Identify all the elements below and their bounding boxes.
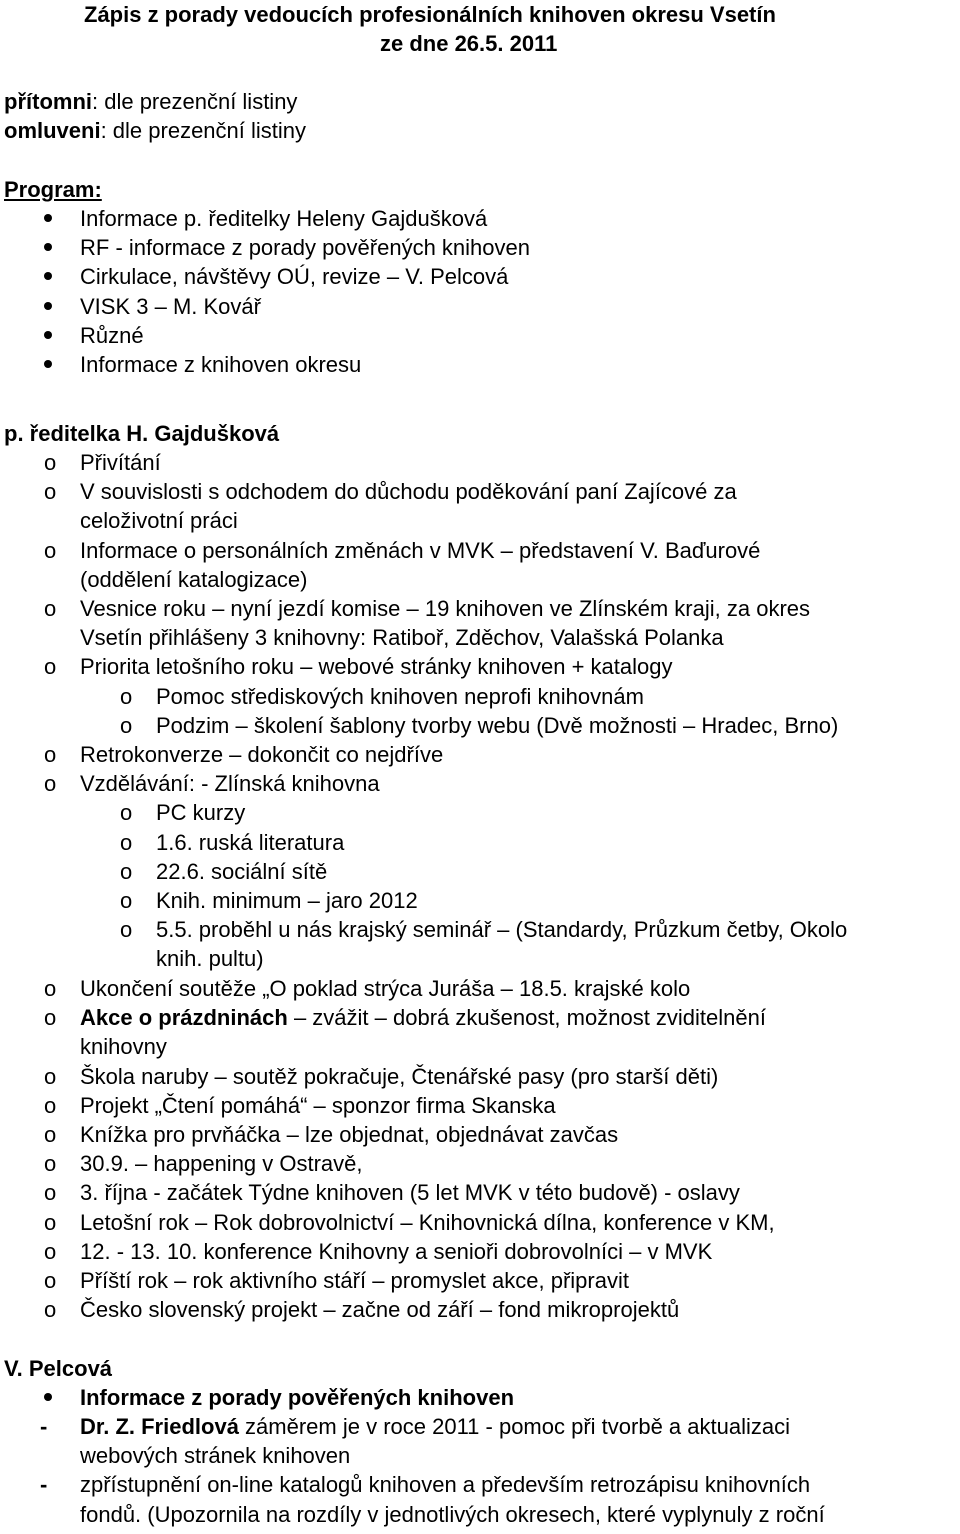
sub-bullet-icon: o bbox=[120, 800, 133, 825]
director-item: Priorita letošního roku – webové stránky knihoven + katalogy bbox=[80, 654, 673, 679]
director-subitem: 5.5. proběhl u nás krajský seminář – (Standardy, Průzkum četby, Okolo bbox=[156, 917, 848, 942]
program-heading: Program: bbox=[4, 177, 102, 202]
sub-bullet-icon: o bbox=[120, 888, 133, 913]
sub-bullet-icon: o bbox=[44, 1151, 57, 1176]
sub-bullet-icon: o bbox=[44, 654, 57, 679]
director-item: Vesnice roku – nyní jezdí komise – 19 knihoven ve Zlínském kraji, za okres bbox=[80, 596, 811, 621]
director-item: Knížka pro prvňáčka – lze objednat, objednávat zavčas bbox=[80, 1122, 619, 1147]
director-item: Retrokonverze – dokončit co nejdříve bbox=[80, 742, 444, 767]
program-item: Informace z knihoven okresu bbox=[80, 352, 362, 377]
program-item: Různé bbox=[80, 323, 144, 348]
dash-marker: - bbox=[40, 1414, 48, 1439]
bullet-icon bbox=[44, 331, 52, 339]
summer-events-label: Akce o prázdninách bbox=[80, 1005, 288, 1030]
director-item: 3. října - začátek Týdne knihoven (5 let MVK v této budově) - oslavy bbox=[80, 1180, 740, 1205]
director-item-cont: (oddělení katalogizace) bbox=[80, 567, 308, 592]
director-item: Vzdělávání: - Zlínská knihovna bbox=[80, 771, 380, 796]
director-subitem: PC kurzy bbox=[156, 800, 246, 825]
director-item-cont: celoživotní práci bbox=[80, 508, 238, 533]
director-item: Příští rok – rok aktivního stáří – promyslet akce, připravit bbox=[80, 1268, 629, 1293]
sub-bullet-icon: o bbox=[44, 1093, 57, 1118]
director-subitem: Podzim – školení šablony tvorby webu (Dvě možnosti – Hradec, Brno) bbox=[156, 713, 839, 738]
pelcova-bullet: Informace z porady pověřených knihoven bbox=[80, 1385, 515, 1410]
summer-events-text: – zvážit – dobrá zkušenost, možnost zviditelnění bbox=[287, 1005, 766, 1030]
director-item: Projekt „Čtení pomáhá“ – sponzor firma Skanska bbox=[80, 1093, 556, 1118]
program-item: VISK 3 – M. Kovář bbox=[80, 294, 261, 319]
director-item: 30.9. – happening v Ostravě, bbox=[80, 1151, 363, 1176]
pelcova-item: zpřístupnění on-line katalogů knihoven a především retrozápisu knihovních bbox=[80, 1472, 811, 1497]
sub-bullet-icon: o bbox=[44, 771, 57, 796]
attendance-present bbox=[4, 87, 297, 116]
excused-value: : dle prezenční listiny bbox=[100, 118, 307, 143]
present-value: : dle prezenční listiny bbox=[92, 89, 298, 114]
director-item bbox=[80, 1003, 766, 1032]
program-item: RF - informace z porady pověřených knihoven bbox=[80, 235, 530, 260]
director-subitem: Knih. minimum – jaro 2012 bbox=[156, 888, 418, 913]
sub-bullet-icon: o bbox=[44, 1239, 57, 1264]
sub-bullet-icon: o bbox=[120, 859, 133, 884]
director-item: Letošní rok – Rok dobrovolnictví – Knihovnická dílna, konference v KM, bbox=[80, 1210, 775, 1235]
sub-bullet-icon: o bbox=[120, 713, 133, 738]
sub-bullet-icon: o bbox=[120, 917, 133, 942]
sub-bullet-icon: o bbox=[44, 596, 57, 621]
sub-bullet-icon: o bbox=[44, 538, 57, 563]
sub-bullet-icon: o bbox=[120, 684, 133, 709]
director-heading: p. ředitelka H. Gajdušková bbox=[4, 421, 280, 446]
sub-bullet-icon: o bbox=[44, 1064, 57, 1089]
sub-bullet-icon: o bbox=[44, 1210, 57, 1235]
dash-marker: - bbox=[40, 1472, 48, 1497]
sub-bullet-icon: o bbox=[44, 976, 57, 1001]
director-subitem: 22.6. sociální sítě bbox=[156, 859, 328, 884]
director-item-cont: Vsetín přihlášeny 3 knihovny: Ratiboř, Zděchov, Valašská Polanka bbox=[80, 625, 724, 650]
sub-bullet-icon: o bbox=[120, 830, 133, 855]
sub-bullet-icon: o bbox=[44, 1297, 57, 1322]
document-title-line2: ze dne 26.5. 2011 bbox=[380, 31, 558, 56]
bullet-icon bbox=[44, 302, 52, 310]
director-item: Škola naruby – soutěž pokračuje, Čtenářské pasy (pro starší děti) bbox=[80, 1064, 719, 1089]
sub-bullet-icon: o bbox=[44, 1180, 57, 1205]
director-subitem-cont: knih. pultu) bbox=[156, 946, 264, 971]
sub-bullet-icon: o bbox=[44, 1268, 57, 1293]
sub-bullet-icon: o bbox=[44, 742, 57, 767]
program-item: Informace p. ředitelky Heleny Gajdušková bbox=[80, 206, 488, 231]
bullet-icon bbox=[44, 214, 52, 222]
bullet-icon bbox=[44, 360, 52, 368]
sub-bullet-icon: o bbox=[44, 1122, 57, 1147]
director-item: Česko slovenský projekt – začne od září – fond mikroprojektů bbox=[80, 1297, 680, 1322]
pelcova-item-cont: webových stránek knihoven bbox=[80, 1443, 351, 1468]
pelcova-item bbox=[80, 1412, 790, 1441]
sub-bullet-icon: o bbox=[44, 450, 57, 475]
director-item: Informace o personálních změnách v MVK – představení V. Baďurové bbox=[80, 538, 761, 563]
pelcova-heading: V. Pelcová bbox=[4, 1356, 113, 1381]
director-item: Přivítání bbox=[80, 450, 161, 475]
present-label: přítomni bbox=[4, 89, 92, 114]
director-item: 12. - 13. 10. konference Knihovny a senioři dobrovolníci – v MVK bbox=[80, 1239, 713, 1264]
bullet-icon bbox=[44, 1393, 52, 1401]
friedlova-text: záměrem je v roce 2011 - pomoc při tvorbě a aktualizaci bbox=[238, 1414, 790, 1439]
program-item: Cirkulace, návštěvy OÚ, revize – V. Pelcová bbox=[80, 264, 509, 289]
bullet-icon bbox=[44, 272, 52, 280]
friedlova-name: Dr. Z. Friedlová bbox=[80, 1414, 239, 1439]
sub-bullet-icon: o bbox=[44, 1005, 57, 1030]
attendance-excused bbox=[4, 116, 306, 145]
director-item: Ukončení soutěže „O poklad strýca Juráša – 18.5. krajské kolo bbox=[80, 976, 691, 1001]
director-item-cont: knihovny bbox=[80, 1034, 167, 1059]
pelcova-item-cont: fondů. (Upozornila na rozdíly v jednotlivých okresech, které vyplynuly z roční bbox=[80, 1502, 825, 1527]
director-subitem: Pomoc střediskových knihoven neprofi knihovnám bbox=[156, 684, 644, 709]
director-item: V souvislosti s odchodem do důchodu poděkování paní Zajícové za bbox=[80, 479, 737, 504]
director-subitem: 1.6. ruská literatura bbox=[156, 830, 345, 855]
excused-label: omluveni bbox=[4, 118, 101, 143]
document-title-line1: Zápis z porady vedoucích profesionálních knihoven okresu Vsetín bbox=[84, 2, 776, 27]
sub-bullet-icon: o bbox=[44, 479, 57, 504]
bullet-icon bbox=[44, 243, 52, 251]
